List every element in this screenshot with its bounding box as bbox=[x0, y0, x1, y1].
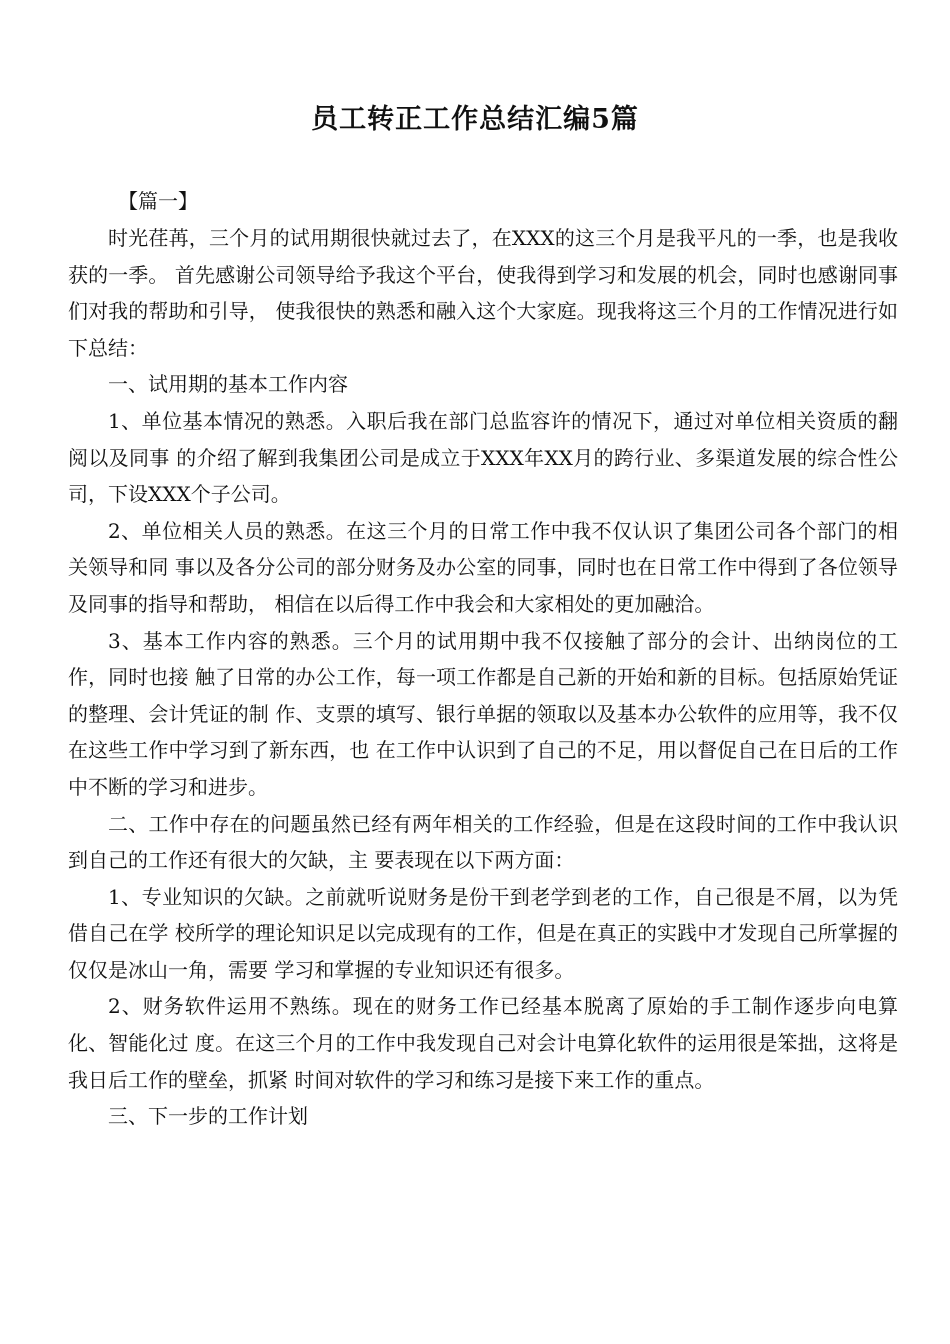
heading-basic-work: 一、试用期的基本工作内容 bbox=[108, 372, 348, 397]
heading-problems: 二、工作中存在的问题虽然已经有两年相关的工作经验，但是在这段时间的工作中我认识到自己的工作还有很大的欠缺，主 要表现在以下两方面： bbox=[68, 811, 898, 873]
paragraph-knowledge-gap: 1、专业知识的欠缺。之前就听说财务是份干到老学到老的工作，自己很是不屑，以为凭借自己在学 校所学的理论知识足以完成现有的工作，但是在真正的实践中才发现自己所掌握的仅仅是冰山一角，需要 学习和掌握的专业知识还有很多。 bbox=[68, 884, 898, 982]
paragraph-staff-familiarity: 2、单位相关人员的熟悉。在这三个月的日常工作中我不仅认识了集团公司各个部门的相关领导和同 事以及各分公司的部分财务及办公室的同事，同时也在日常工作中得到了各位领导及同事的指导和帮助， 相信在以后得工作中我会和大家相处的更加融洽。 bbox=[68, 518, 898, 616]
section-label: 【篇一】 bbox=[118, 189, 198, 213]
paragraph-company-familiarity: 1、单位基本情况的熟悉。入职后我在部门总监容许的情况下，通过对单位相关资质的翻阅以及同事 的介绍了解到我集团公司是成立于XXX年XX月的跨行业、多渠道发展的综合性公司，下设XXX个子公司。 bbox=[68, 408, 898, 507]
paragraph-intro: 时光荏苒，三个月的试用期很快就过去了，在XXX的这三个月是我平凡的一季，也是我收获的一季。 首先感谢公司领导给予我这个平台，使我得到学习和发展的机会，同时也感谢同事们对我的帮助和引导， 使我很快的熟悉和融入这个大家庭。现我将这三个月的工作情况进行如下总结： bbox=[68, 226, 898, 360]
paragraph-software-skills: 2、财务软件运用不熟练。现在的财务工作已经基本脱离了原始的手工制作逐步向电算化、智能化过 度。在这三个月的工作中我发现自己对会计电算化软件的运用很是笨拙，这将是我日后工作的壁垒，抓紧 时间对软件的学习和练习是接下来工作的重点。 bbox=[68, 994, 898, 1092]
document-title: 员工转正工作总结汇编5篇 bbox=[311, 104, 639, 135]
paragraph-work-familiarity: 3、基本工作内容的熟悉。三个月的试用期中我不仅接触了部分的会计、出纳岗位的工作，同时也接 触了日常的办公工作，每一项工作都是自己新的开始和新的目标。包括原始凭证的整理、会计凭证的制 作、支票的填写、银行单据的领取以及基本办公软件的应用等，我不仅在这些工作中学习到了新东西，也 在工作中认识到了自己的不足，用以督促自己在日后的工作中不断的学习和进步。 bbox=[68, 628, 898, 799]
heading-next-plan: 三、下一步的工作计划 bbox=[108, 1104, 308, 1129]
document-body bbox=[68, 220, 898, 1135]
